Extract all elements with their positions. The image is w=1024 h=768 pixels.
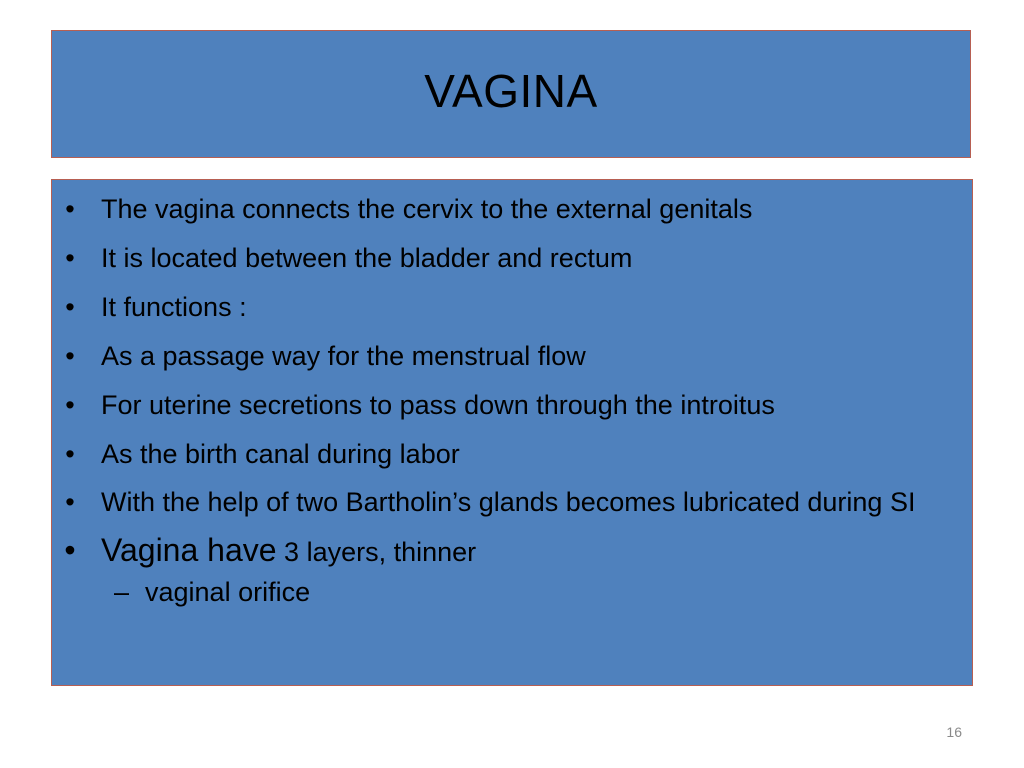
bullet-text: With the help of two Bartholin’s glands becomes lubricated during SI (101, 487, 916, 517)
bullet-icon: • (65, 390, 75, 420)
sub-bullet-text: vaginal orifice (145, 577, 311, 607)
list-item (52, 336, 972, 376)
list-item (52, 189, 972, 229)
bullet-text: The vagina connects the cervix to the external genitals (101, 194, 753, 224)
title-panel (51, 30, 971, 158)
list-item (52, 287, 972, 327)
bullet-icon: • (65, 439, 75, 469)
content-panel (51, 179, 973, 686)
bullet-text: It is located between the bladder and rectum (101, 243, 633, 273)
list-item (52, 385, 972, 425)
list-item (52, 530, 972, 572)
bullet-text: For uterine secretions to pass down through the introitus (101, 390, 775, 420)
list-item (52, 238, 972, 278)
bullet-icon: • (65, 194, 75, 224)
slide-title: VAGINA (424, 65, 598, 117)
bullet-text-large: Vagina have (101, 532, 277, 568)
bullet-list (52, 189, 972, 612)
page-number: 16 (946, 724, 962, 740)
dash-icon: – (114, 577, 130, 607)
list-item (52, 483, 972, 521)
bullet-icon: • (65, 243, 75, 273)
bullet-icon: • (65, 341, 75, 371)
bullet-icon: • (65, 292, 75, 322)
bullet-text: As the birth canal during labor (101, 439, 460, 469)
bullet-icon: • (65, 487, 75, 517)
bullet-text: It functions : (101, 292, 247, 322)
bullet-text: As a passage way for the menstrual flow (101, 341, 586, 371)
sub-list-item (52, 572, 972, 612)
bullet-icon: • (64, 532, 76, 568)
bullet-text-small: 3 layers, thinner (276, 537, 477, 567)
list-item (52, 434, 972, 474)
